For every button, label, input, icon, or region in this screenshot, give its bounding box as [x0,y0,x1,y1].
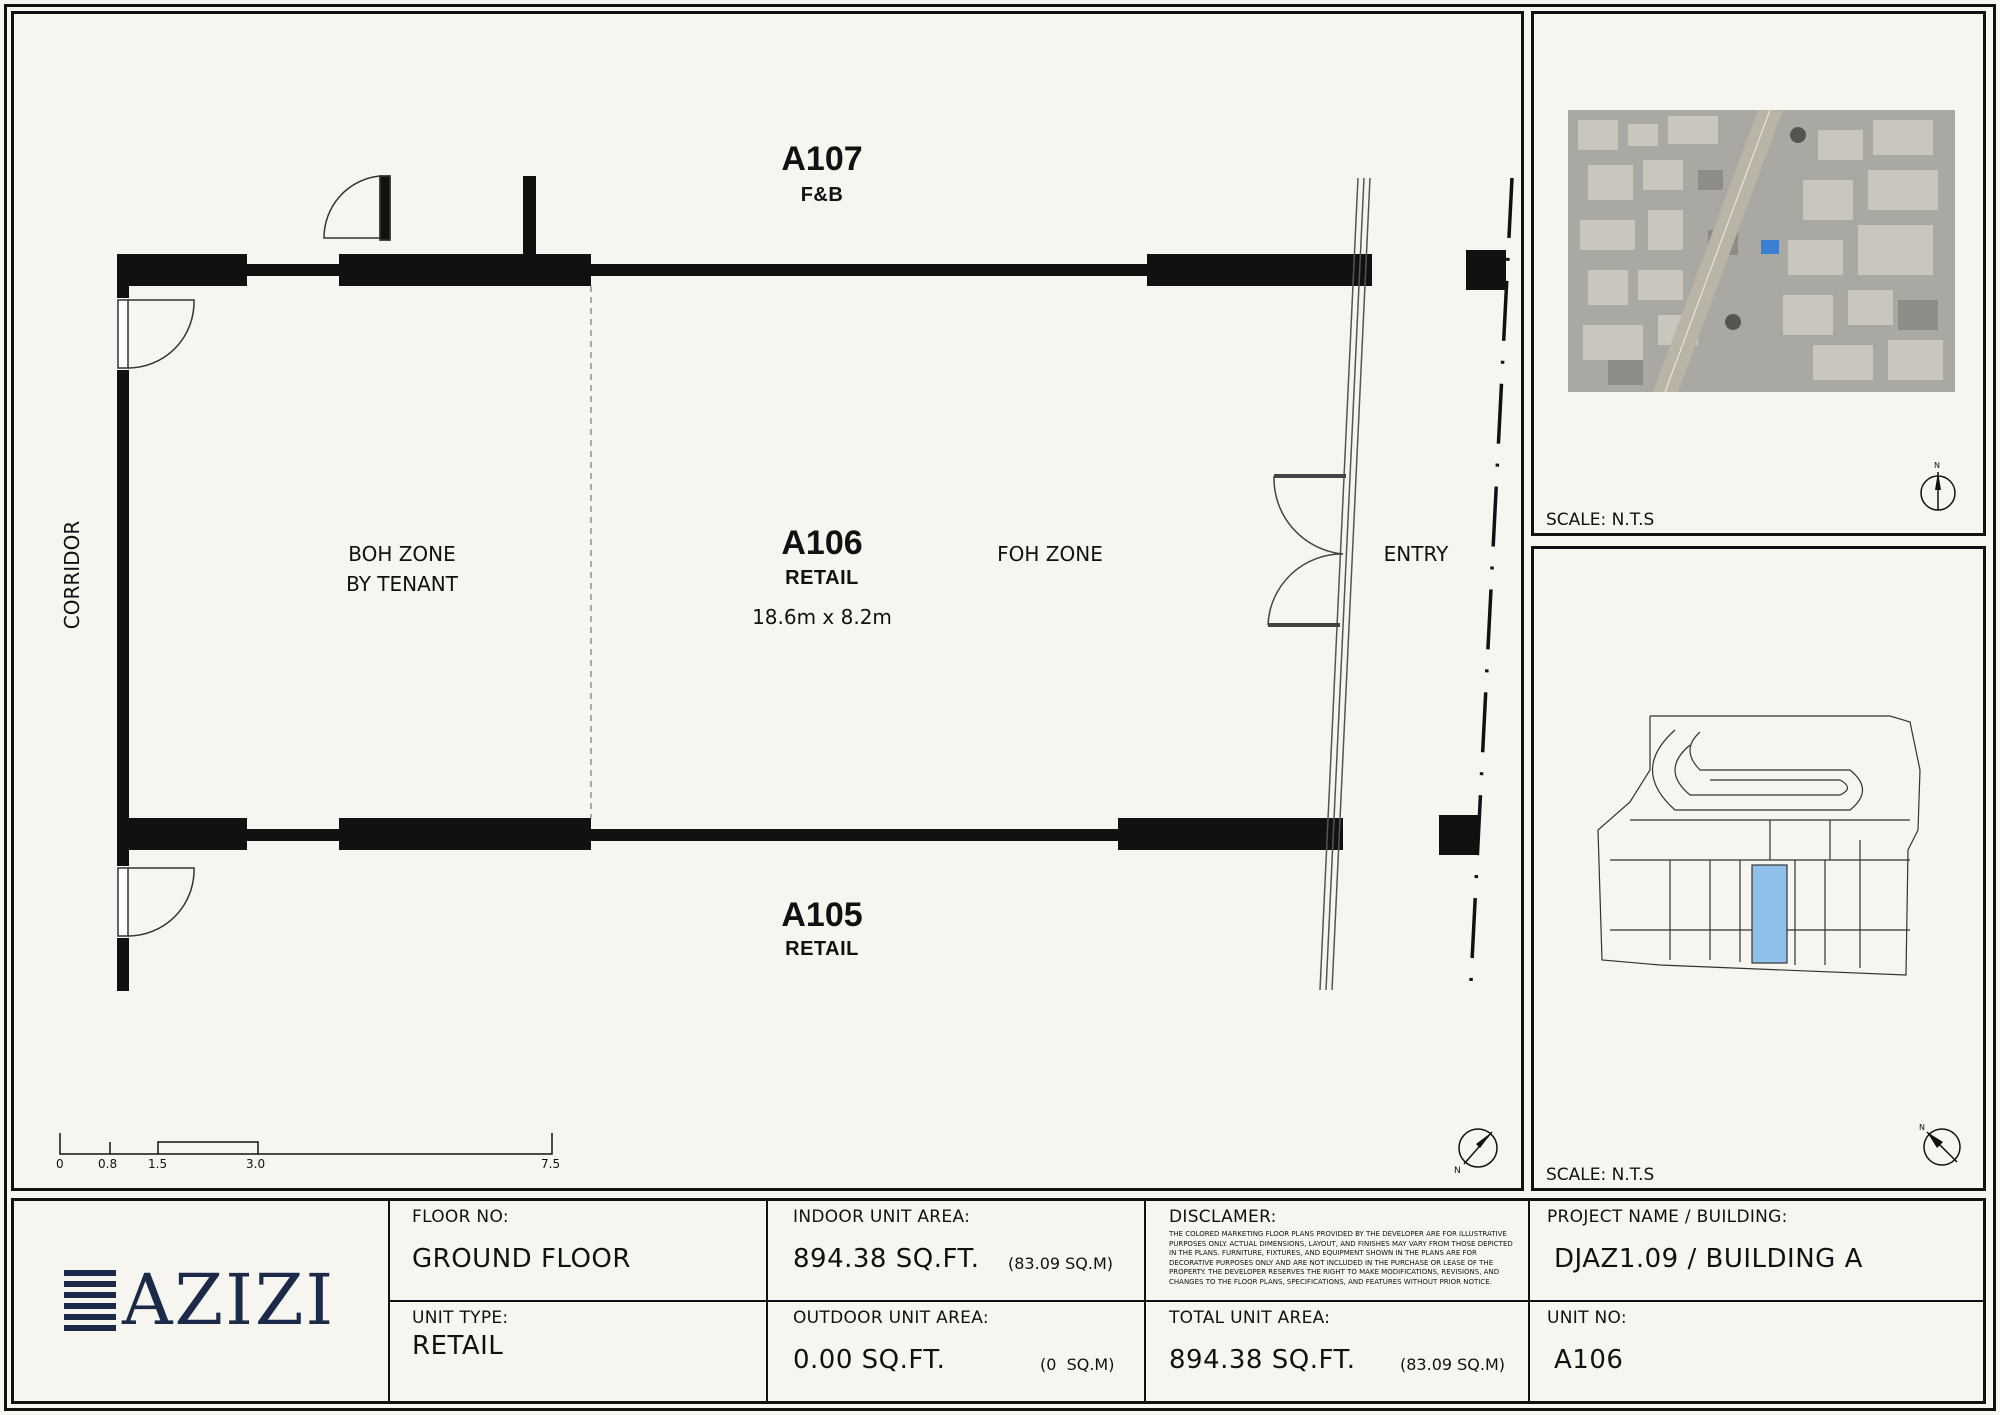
south-unit-type: RETAIL [785,938,859,960]
logo-stripes-icon [64,1270,116,1334]
svg-text:N: N [1934,461,1940,470]
foh-zone-label: FOH ZONE [997,542,1103,566]
scale-tick-3: 3.0 [246,1157,266,1171]
column-top [1466,250,1506,290]
boh-zone-line2: BY TENANT [346,572,458,596]
scale-tick-0: 0 [56,1157,64,1171]
property-line [1470,178,1512,1000]
north-arrow-icon [1450,1126,1500,1176]
top-wall-pier-right [1147,254,1372,286]
indoor-area-value: 894.38 SQ.FT. [793,1244,980,1274]
top-wall-thin-2 [591,264,1147,276]
corridor-label: CORRIDOR [60,520,84,630]
bottom-wall-pier-right [1118,818,1343,850]
disclaimer-label: DISCLAMER: [1169,1207,1277,1227]
total-area-label: TOTAL UNIT AREA: [1169,1308,1331,1328]
total-area-metric: (83.09 SQ.M) [1400,1355,1506,1374]
indoor-area-label: INDOOR UNIT AREA: [793,1207,971,1227]
north-arrow-icon [1918,458,1958,514]
top-wall-thin-1 [247,264,339,276]
azizi-logo [64,1259,344,1341]
scale-tick-1: 0.8 [98,1157,118,1171]
outdoor-area-metric: (0 SQ.M) [1040,1355,1115,1374]
top-wall-pier-left [117,254,247,286]
svg-text:N: N [1454,1166,1461,1176]
unit-no-value: A106 [1554,1345,1624,1375]
top-door [324,176,390,240]
unit-type-value: RETAIL [412,1331,504,1361]
north-arrow-icon [1915,1120,1965,1170]
unit-no-label: UNIT NO: [1547,1308,1627,1328]
bottom-wall-thin-2 [591,829,1118,841]
outdoor-area-label: OUTDOOR UNIT AREA: [793,1308,989,1328]
indoor-area-metric: (83.09 SQ.M) [1008,1254,1114,1273]
boh-zone-line1: BOH ZONE [348,542,456,566]
unit-type: RETAIL [785,567,859,589]
entry-label: ENTRY [1383,542,1449,566]
bottom-wall-pier-left [117,818,247,850]
outdoor-area-value: 0.00 SQ.FT. [793,1345,946,1375]
disclaimer-text: THE COLORED MARKETING FLOOR PLANS PROVIDED BY THE DEVELOPER ARE FOR ILLUSTRATIVE PURPOSES ONLY. ACTUAL DIMENSIONS, LAYOUT, AND FINISHES MAY VARY FROM THOSE DEPICTED IN THE PLANS. FURNITURE, FIXTURES, AND EQUIPMENT SHOWN IN THE PLANS ARE FOR DECORATIVE PURPOSES ONLY AND ARE NOT INCLUDED IN THE PURCHASE OR LEASE OF THE PROPERTY. THE DEVELOPER RESERVES THE RIGHT TO MAKE MODIFICATIONS, REVISIONS, AND CHANGES TO THE FLOOR PLANS, SPECIFICATIONS, AND FEATURES WITHOUT PRIOR NOTICE. [1169,1230,1513,1286]
aerial-site-image [1568,110,1955,392]
floor-no-value: GROUND FLOOR [412,1244,631,1274]
scale-tick-4: 7.5 [541,1157,561,1171]
south-unit-code: A105 [781,896,863,934]
north-unit-code: A107 [781,140,863,178]
boh-zone-label [292,539,512,599]
scale-tick-2: 1.5 [148,1157,168,1171]
unit-type-label: UNIT TYPE: [412,1308,509,1328]
project-label: PROJECT NAME / BUILDING: [1547,1207,1788,1227]
top-wall-stub [523,176,536,256]
unit-code: A106 [781,524,863,562]
total-area-value: 894.38 SQ.FT. [1169,1345,1356,1375]
north-unit-type: F&B [800,184,844,206]
logo-text: AZIZI [122,1259,336,1341]
glazing-line [1320,178,1370,990]
column-bottom [1439,815,1479,855]
project-value: DJAZ1.09 / BUILDING A [1554,1244,1863,1274]
bottom-wall-pier-mid [339,818,591,850]
key-plan-image [1590,710,1940,980]
highlighted-unit [1752,865,1787,963]
tb-row-divider [388,1300,1986,1302]
top-wall-pier-mid [339,254,591,286]
svg-text:N: N [1919,1123,1925,1132]
scale-bar [55,1130,575,1160]
unit-dimensions: 18.6m x 8.2m [752,605,892,629]
keyplan-scale-label: SCALE: N.T.S [1546,1165,1655,1185]
floor-no-label: FLOOR NO: [412,1207,509,1227]
aerial-scale-label: SCALE: N.T.S [1546,510,1655,530]
bottom-wall-thin-1 [247,829,339,841]
